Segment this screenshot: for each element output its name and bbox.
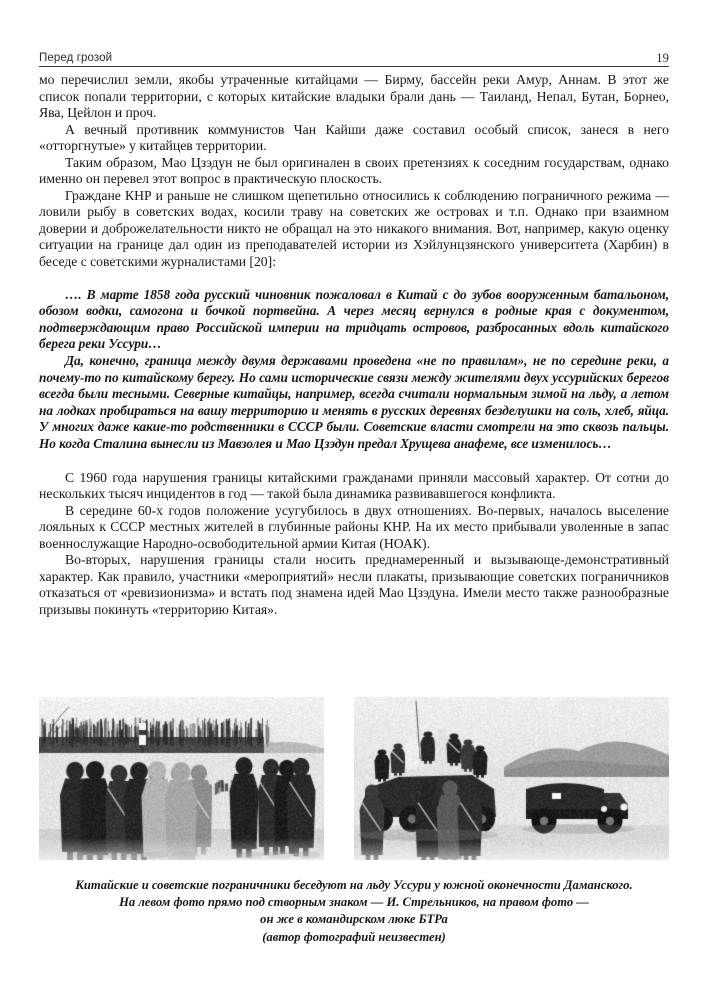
post-quote-text (39, 470, 669, 619)
caption-line: Китайские и советские пограничники беседуют на льду Уссури у южной оконечности Даманского. (75, 878, 633, 892)
caption-line: На левом фото прямо под створным знаком — И. Стрельников, на правом фото — (119, 895, 589, 910)
paragraph: В середине 60-х годов положение усугубилось в двух отношениях. Во-первых, началось выселение лояльных к СССР местных жителей в глубинные районы КНР. На их место прибывали уволенные в запас военнослужащие Народно-освободительной армии Китая (НОАК). (39, 502, 669, 551)
figure-pair (39, 697, 669, 860)
caption-line: (автор фотографий неизвестен) (262, 929, 446, 944)
paragraph: Во-вторых, нарушения границы стали носить преднамеренный и вызывающе-демонстративный характер. Как правило, участники «мероприятий» несли плакаты, призывающие советских пограничников отказаться от «ревизионизма» и встать под знамена идей Мао Цзэдуна. Имели место также разнообразные призывы покинуть «территорию Китая». (39, 552, 669, 617)
caption-line: он же в командирском люке БТРа (260, 912, 448, 927)
paragraph: А вечный противник коммунистов Чан Кайши даже составил особый список, занеся в него «отторгнутые» у китайцев территории. (39, 121, 669, 154)
running-head (39, 47, 669, 65)
photo-border-guards-talking (39, 697, 324, 860)
paragraph: С 1960 года нарушения границы китайскими гражданами приняли массовый характер. От сотни до нескольких тысяч инцидентов в год — такой была динамика развивавшегося конфликта. (39, 469, 669, 502)
body-text-column (39, 72, 669, 618)
paragraph: Таким образом, Мао Цзэдун не был оригинален в своих претензиях к соседним государствам, однако именно он перевел этот вопрос в практическую плоскость. (39, 154, 669, 187)
photo-right-canvas (354, 697, 669, 860)
blockquote (39, 287, 669, 453)
quote-paragraph: Да, конечно, граница между двумя державами проведена «не по правилам», не по середине реки, а почему-то по китайскому берегу. Но сами исторические связи между жителями двух уссурийских берегов всегда были тесными. Северные китайцы, например, всегда считали нормальным зимой на льду, а летом на лодках пробираться на вашу территорию и менять в русских деревнях безделушки на соль, хлеб, яйца. У многих даже какие-то родственники в СССР были. Советские власти смотрели на это сквозь пальцы. Но когда Сталина вынесли из Мавзолея и Мао Цзэдун предал Хрущева анафеме, все изменилось… (39, 352, 669, 451)
page-number: 19 (656, 51, 669, 65)
photo-left-canvas (39, 697, 324, 860)
header-divider (39, 66, 669, 67)
figure-caption (39, 877, 669, 946)
photo-btr-and-truck (354, 697, 669, 860)
paragraph: мо перечислил земли, якобы утраченные китайцами — Бирму, бассейн реки Амур, Аннам. В этот же список попали территории, с которых китайские владыки брали дань — Таиланд, Непал, Бутан, Борнео, Ява, Цейлон и проч. (39, 72, 669, 121)
running-head-title: Перед грозой (39, 52, 113, 64)
paragraph: Граждане КНР и раньше не слишком щепетильно относились к соблюдению пограничного режима — ловили рыбу в советских водах, косили траву на советских же островах и т.п. Однако при взаимном доверии и доброжелательности никто не обращал на это никакого внимания. Вот, например, какую оценку ситуации на границе дал один из преподавателей истории из Хэйлунцзянского университета (Харбин) в беседе с советскими журналистами [20]: (39, 187, 669, 270)
quote-paragraph: …. В марте 1858 года русский чиновник пожаловал в Китай с до зубов вооруженным батальоном, обозом водки, самогона и бочкой портвейна. А через месяц вернулся в родные края с документом, подтверждающим право Российской империи на тридцать островов, разбросанных вдоль китайского берега реки Уссури… (39, 286, 669, 352)
